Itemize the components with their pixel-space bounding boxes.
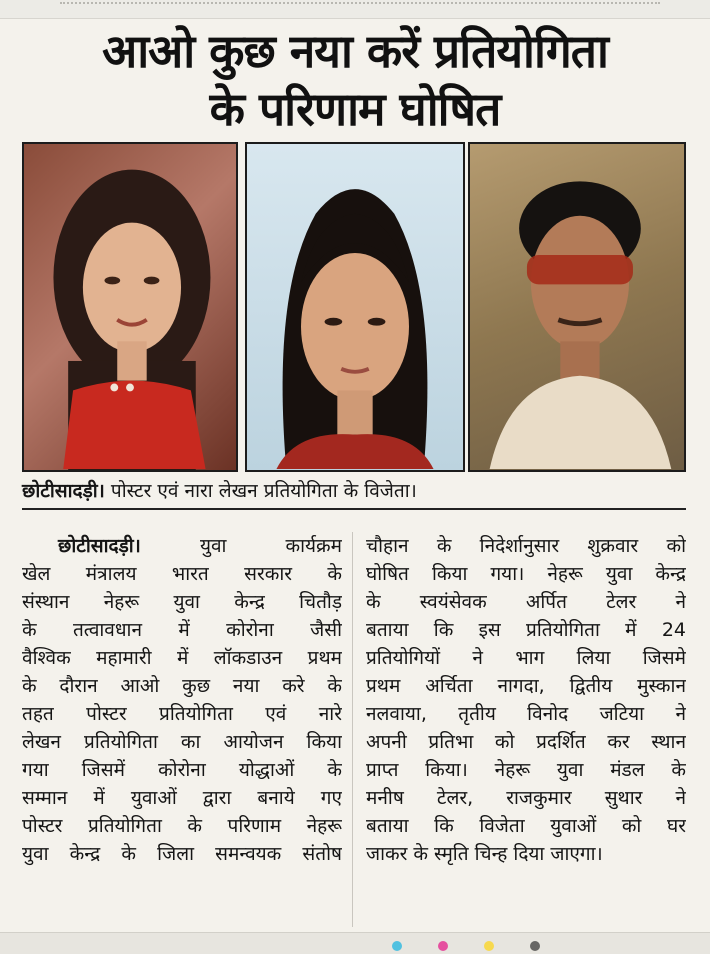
body-line: मनीष टेलर, राजकुमार सुथार ने <box>366 787 686 809</box>
column-divider <box>352 532 353 927</box>
body-line: अपनी प्रतिभा को प्रदर्शित कर स्थान <box>366 731 686 753</box>
cropped-text-remnant <box>60 2 660 12</box>
body-line: लेखन प्रतियोगिता का आयोजन किया <box>22 731 342 753</box>
body-line: प्रथम अर्चिता नागदा, द्वितीय मुस्कान <box>366 675 686 697</box>
body-line: नलवाया, तृतीय विनोद जटिया ने <box>366 703 686 725</box>
body-line: घोषित किया गया। नेहरू युवा केन्द्र <box>366 563 686 585</box>
body-line: के तत्वावधान में कोरोना जैसी <box>22 619 342 641</box>
body-line <box>22 532 342 560</box>
man-portrait-image <box>470 144 684 470</box>
headline-line-2: के परिणाम घोषित <box>209 82 501 136</box>
photo-caption <box>22 478 686 510</box>
body-line: प्राप्त किया। नेहरू युवा मंडल के <box>366 759 686 781</box>
dateline: छोटीसादड़ी। <box>58 535 141 557</box>
article-body-right-column <box>366 532 686 868</box>
page-edge-strip <box>0 932 710 954</box>
body-line: वैश्विक महामारी में लॉकडाउन प्रथम <box>22 647 342 669</box>
body-line: सम्मान में युवाओं द्वारा बनाये गए <box>22 787 342 809</box>
body-line: तहत पोस्टर प्रतियोगिता एवं नारे <box>22 703 342 725</box>
previous-article-strip <box>0 0 710 19</box>
body-text: युवा कार्यक्रम <box>140 535 342 557</box>
winner-photo-3 <box>468 142 686 472</box>
woman-portrait-image <box>247 144 463 470</box>
body-line: युवा केन्द्र के जिला समन्वयक संतोष <box>22 843 342 865</box>
body-line: खेल मंत्रालय भारत सरकार के <box>22 563 342 585</box>
body-line: के स्वयंसेवक अर्पित टेलर ने <box>366 591 686 613</box>
caption-place: छोटीसादड़ी। <box>22 480 105 502</box>
woman-portrait-image <box>24 144 236 470</box>
winner-photo-1 <box>22 142 238 472</box>
caption-text: पोस्टर एवं नारा लेखन प्रतियोगिता के विजेता। <box>104 480 417 502</box>
registration-mark <box>392 941 402 951</box>
article-body-left-column <box>22 532 342 868</box>
body-line: बताया कि विजेता युवाओं को घर <box>366 815 686 837</box>
body-line: गया जिसमें कोरोना योद्धाओं के <box>22 759 342 781</box>
registration-mark <box>484 941 494 951</box>
headline-line-1: आओ कुछ नया करें प्रतियोगिता <box>102 24 608 78</box>
winner-photo-2 <box>245 142 465 472</box>
body-line: जाकर के स्मृति चिन्ह दिया जाएगा। <box>366 843 603 865</box>
body-line: चौहान के निदेर्शानुसार शुक्रवार को <box>366 535 686 557</box>
registration-mark <box>530 941 540 951</box>
body-line: संस्थान नेहरू युवा केन्द्र चितौड़ <box>22 591 342 613</box>
article-headline <box>40 22 670 138</box>
body-line: के दौरान आओ कुछ नया करे के <box>22 675 342 697</box>
body-line: बताया कि इस प्रतियोगिता में 24 <box>366 619 686 641</box>
body-line: प्रतियोगियों ने भाग लिया जिसमे <box>366 647 686 669</box>
body-line: पोस्टर प्रतियोगिता के परिणाम नेहरू <box>22 815 342 837</box>
registration-mark <box>438 941 448 951</box>
